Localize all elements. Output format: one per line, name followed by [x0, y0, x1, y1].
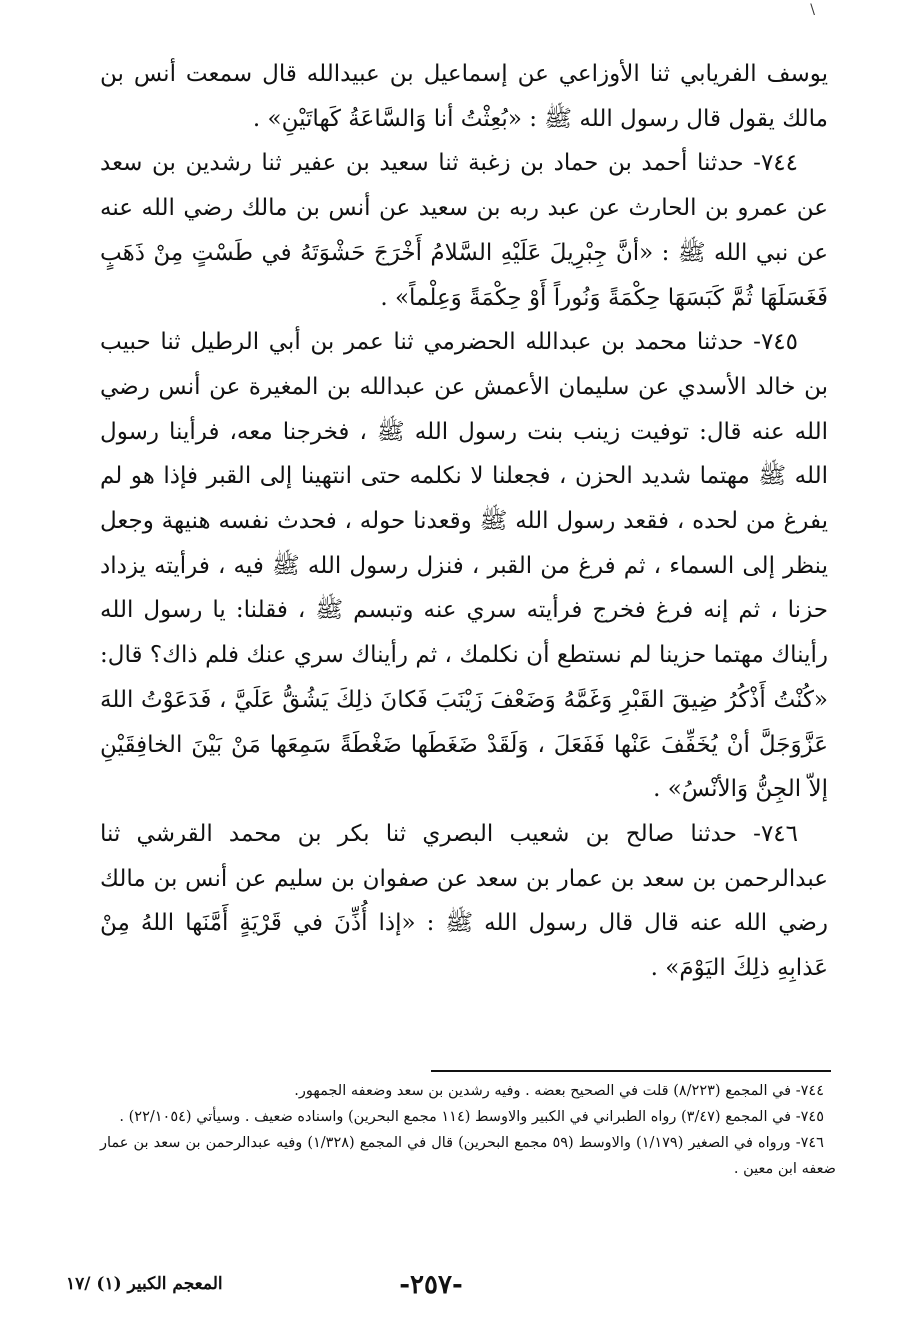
- page-number: -٢٥٧-: [399, 1270, 463, 1300]
- footnotes-section: [100, 1078, 836, 1182]
- footnote-746: ٧٤٦- ورواه في الصغير (١/١٧٩) والاوسط (٥٩ مجمع البحرين) قال في المجمع (١/٣٢٨) وفيه عبدالرحمن بن سعد بن عمار ضعفه ابن معين .: [100, 1135, 836, 1177]
- hadith-746: ٧٤٦- حدثنا صالح بن شعيب البصري ثنا بكر بن محمد القرشي ثنا عبدالرحمن بن سعد بن عمار بن سعد عن صفوان بن سليم عن أنس بن مالك رضي الله عنه قال قال رسول الله ﷺ : «إذا أُذِّنَ في قَرْيَةٍ أَمَّنَها اللهُ مِنْ عَذابِهِ ذلِكَ اليَوْمَ» .: [100, 820, 828, 982]
- main-text-body: [100, 52, 828, 991]
- book-signature-mark: المعجم الكبير (١) /١٧: [66, 1274, 223, 1294]
- hadith-744: ٧٤٤- حدثنا أحمد بن حماد بن زغبة ثنا سعيد بن عفير ثنا رشدين بن سعد عن عمرو بن الحارث عن عبد ربه بن سعيد عن أنس بن مالك رضي الله عنه عن نبي الله ﷺ : «أنَّ جِبْرِيلَ عَلَيْهِ السَّلامُ أَخْرَجَ حَشْوَتَهُ في طَسْتٍ مِنْ ذَهَبٍ فَغَسَلَهَا ثُمَّ كَبَسَهَا حِكْمَةً وَنُوراً أَوْ حِكْمَةً وَعِلْماً» .: [100, 150, 828, 311]
- hadith-745: ٧٤٥- حدثنا محمد بن عبدالله الحضرمي ثنا عمر بن أبي الرطيل ثنا حبيب بن خالد الأسدي عن سليمان الأعمش عن عبدالله بن المغيرة عن أنس رضي الله عنه قال: توفيت زينب بنت رسول الله ﷺ ، فخرجنا معه، فرأينا رسول الله ﷺ مهتما شديد الحزن ، فجعلنا لا نكلمه حتى انتهينا إلى القبر فإذا هو لم يفرغ من لحده ، فقعد رسول الله ﷺ وقعدنا حوله ، فحدث نفسه هنيهة وجعل ينظر إلى السماء ، ثم فرغ من القبر ، فنزل رسول الله ﷺ فيه ، فرأيته يزداد حزنا ، ثم إنه فرغ فخرج فرأيته سري عنه وتبسم ﷺ ، فقلنا: يا رسول الله رأيناك مهتما حزينا لم نستطع أن نكلمك ، ثم رأيناك سري عنك فلم ذاك؟ قال: «كُنْتُ أَذْكُرُ ضِيقَ القَبْرِ وَغَمَّهُ وَضَعْفَ زَيْنَبَ فَكانَ ذلِكَ يَشُقُّ عَلَيَّ ، فَدَعَوْتُ اللهَ عَزَّوَجَلَّ أنْ يُخَفِّفَ عَنْها فَفَعَلَ ، وَلَقَدْ ضَغَطَها ضَغْطَةً سَمِعَها مَنْ بَيْنَ الخافِقَيْنِ إلاّ الجِنُّ وَالأنْسُ» .: [100, 329, 828, 803]
- footnote-separator: [431, 1070, 831, 1072]
- top-margin-mark: \: [810, 2, 815, 18]
- hadith-743-continuation: يوسف الفريابي ثنا الأوزاعي عن إسماعيل بن عبيدالله قال سمعت أنس بن مالك يقول قال رسول الله ﷺ : «بُعِثْتُ أنا وَالسَّاعَةُ كَهاتَيْنِ» .: [100, 61, 828, 132]
- footnote-744: ٧٤٤- في المجمع (٨/٢٢٣) قلت في الصحيح بعضه . وفيه رشدين بن سعد وضعفه الجمهور.: [294, 1083, 824, 1099]
- footnote-745: ٧٤٥- في المجمع (٣/٤٧) رواه الطبراني في الكبير والاوسط (١١٤ مجمع البحرين) واسناده ضعيف . وسيأتي (٢٢/١٠٥٤) .: [119, 1109, 824, 1125]
